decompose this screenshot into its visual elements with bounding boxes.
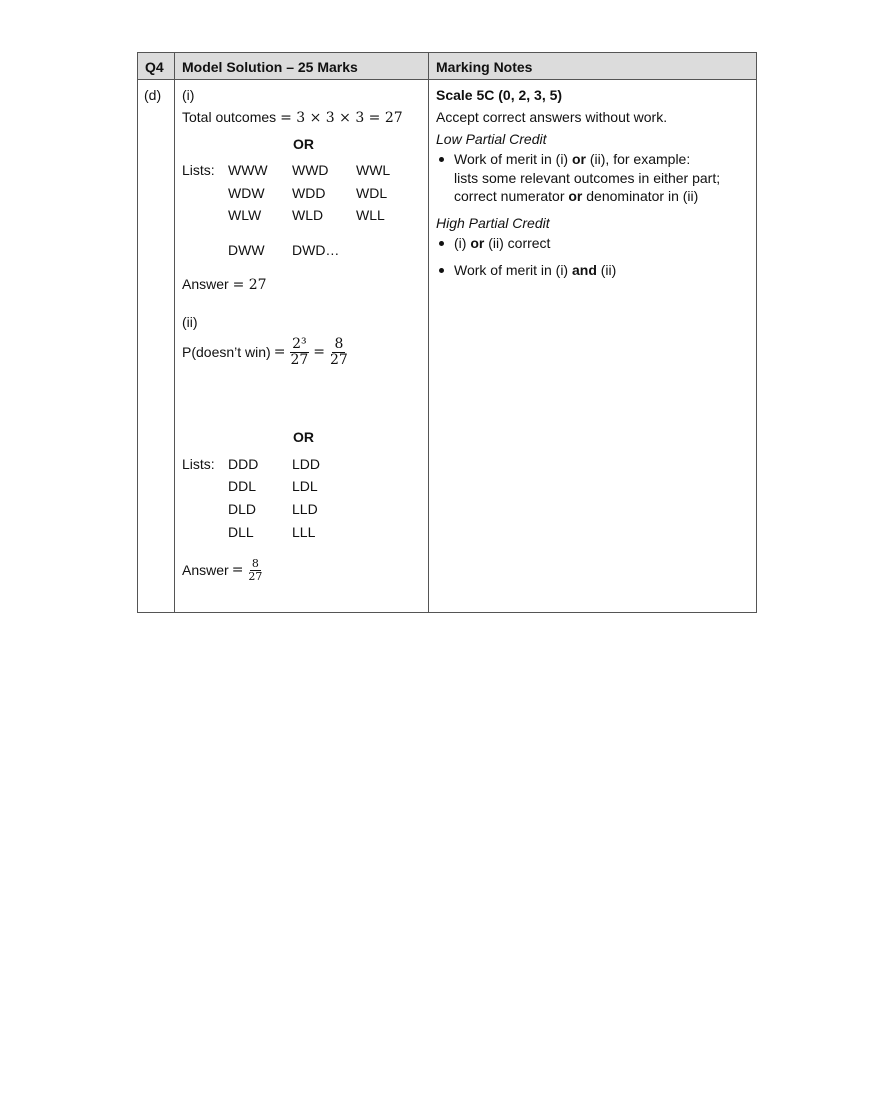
fraction-8-over-27 <box>328 337 350 368</box>
note-text: (i) <box>454 235 471 251</box>
fraction-denominator: 27 <box>330 351 348 368</box>
list-item: WWL <box>356 162 391 178</box>
high-partial-bullet-2 <box>454 261 616 279</box>
fraction-numerator: 2³ <box>292 335 307 352</box>
answer-ii-line <box>182 553 264 587</box>
note-text: (ii) <box>596 262 617 278</box>
list-item: DDL <box>228 478 257 494</box>
equals-sign: = <box>273 344 286 360</box>
probability-label: P(doesn’t win) <box>182 344 271 360</box>
answer-i-value: = 27 <box>232 277 267 293</box>
list-item: DWD… <box>292 242 340 258</box>
list-item: DLD <box>228 501 257 517</box>
note-text: (ii), for example: <box>585 151 691 167</box>
list-item: LDD <box>292 456 321 472</box>
answer-i-line <box>182 275 267 294</box>
fraction-numerator: 8 <box>334 335 344 352</box>
equals-sign: = <box>231 562 244 578</box>
list-item: WLL <box>356 207 385 223</box>
fraction-numerator: 8 <box>251 556 259 570</box>
note-text: (ii) correct <box>484 235 551 251</box>
lists-label-ii: Lists: <box>182 456 215 472</box>
list-item: DLL <box>228 524 254 540</box>
lists-label-i: Lists: <box>182 162 215 178</box>
answer-ii-label: Answer <box>182 562 229 578</box>
fraction-2cubed-over-27 <box>288 337 310 368</box>
or-divider-ii: OR <box>293 429 314 445</box>
accept-note: Accept correct answers without work. <box>436 109 668 125</box>
low-partial-bullet-line1 <box>454 150 690 168</box>
marking-table <box>137 52 757 613</box>
fraction-denominator: 27 <box>248 569 263 583</box>
list-item: LLD <box>292 501 318 517</box>
column-divider <box>428 53 429 612</box>
note-emphasis: or <box>568 188 583 204</box>
note-text: denominator in (ii) <box>582 188 699 204</box>
probability-line <box>182 333 350 371</box>
bullet-icon <box>439 268 444 273</box>
list-item: DDD <box>228 456 259 472</box>
note-emphasis: and <box>571 262 597 278</box>
high-partial-credit-title: High Partial Credit <box>436 215 550 231</box>
list-item: WWW <box>228 162 268 178</box>
fraction-denominator: 27 <box>290 351 309 368</box>
list-item: WLW <box>228 207 262 223</box>
list-item: WWD <box>292 162 329 178</box>
low-partial-bullet-line3 <box>454 187 698 205</box>
total-outcomes-line <box>182 108 403 127</box>
low-partial-bullet-line2: lists some relevant outcomes in either part; <box>454 170 721 186</box>
note-emphasis: or <box>571 151 586 167</box>
header-marking-notes: Marking Notes <box>436 59 533 75</box>
part-label: (d) <box>144 87 162 103</box>
bullet-icon <box>439 157 444 162</box>
list-item: WDW <box>228 185 265 201</box>
low-partial-credit-title: Low Partial Credit <box>436 131 547 147</box>
fraction-8-over-27 <box>246 558 264 583</box>
total-outcomes-expr: = 3 × 3 × 3 = 27 <box>280 110 403 126</box>
header-model-solution: Model Solution – 25 Marks <box>182 59 358 75</box>
note-text: correct numerator <box>454 188 569 204</box>
part-ii-label: (ii) <box>182 314 198 330</box>
scale-heading: Scale 5C (0, 2, 3, 5) <box>436 87 563 103</box>
bullet-icon <box>439 241 444 246</box>
list-item: LLL <box>292 524 316 540</box>
part-i-label: (i) <box>182 87 195 103</box>
column-divider <box>174 53 175 612</box>
list-item: LDL <box>292 478 318 494</box>
note-text: Work of merit in (i) <box>454 262 572 278</box>
or-divider-i: OR <box>293 136 314 152</box>
answer-i-label: Answer <box>182 276 229 292</box>
list-item: WDL <box>356 185 388 201</box>
header-question: Q4 <box>145 59 164 75</box>
equals-sign: = <box>313 344 325 360</box>
note-text: Work of merit in (i) <box>454 151 572 167</box>
note-emphasis: or <box>470 235 485 251</box>
list-item: WDD <box>292 185 326 201</box>
total-outcomes-label: Total outcomes <box>182 109 277 125</box>
high-partial-bullet-1 <box>454 234 550 252</box>
list-item: DWW <box>228 242 265 258</box>
list-item: WLD <box>292 207 324 223</box>
